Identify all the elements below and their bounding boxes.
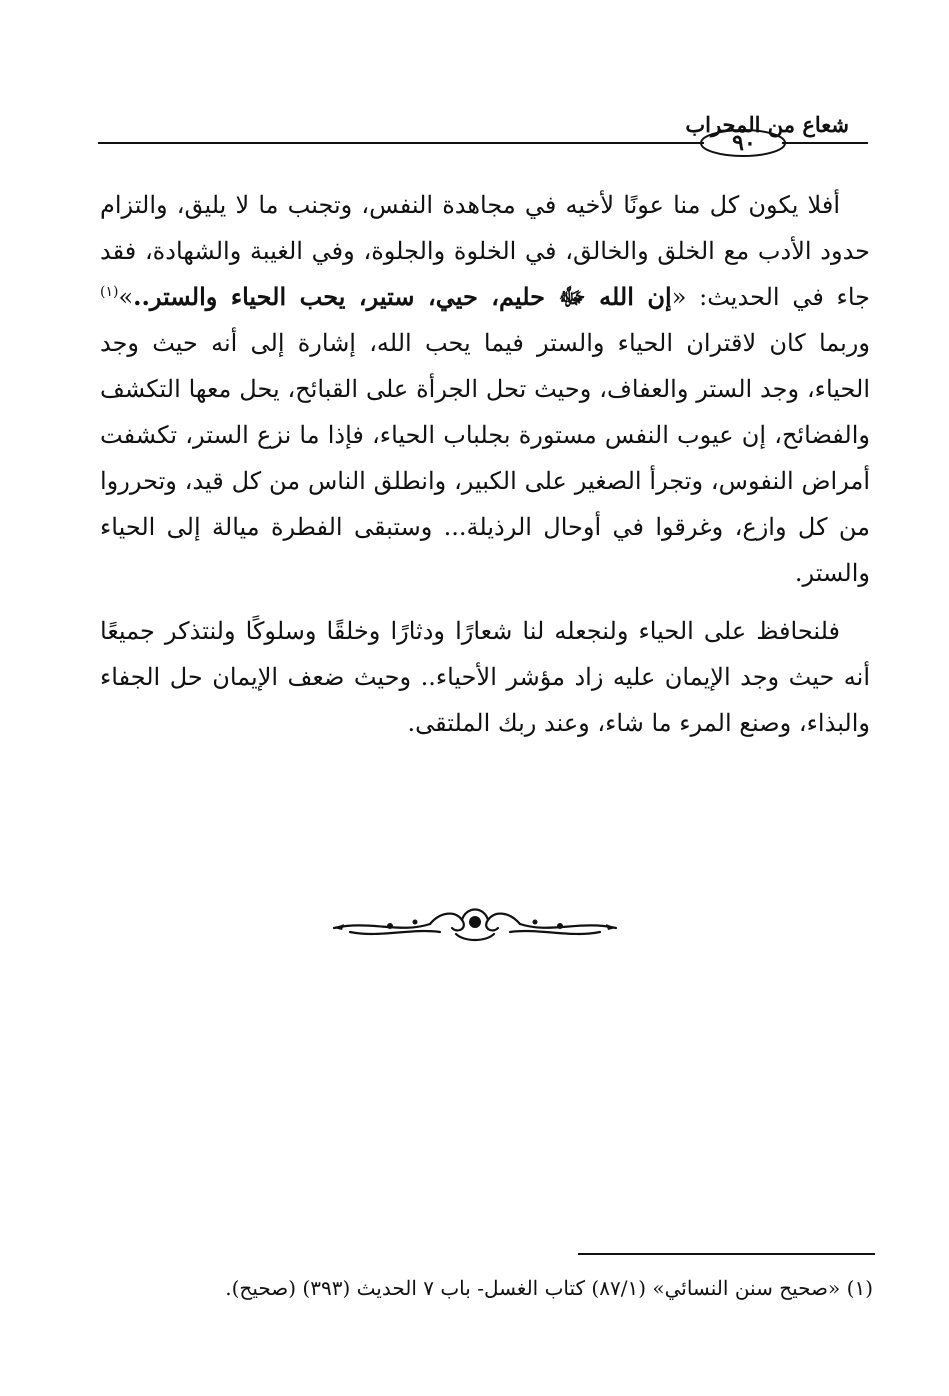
running-title: شعاع من المحراب [685, 112, 849, 137]
footnote-reference[interactable]: (١) [100, 284, 119, 300]
paragraph-1 [100, 182, 870, 596]
footnote: (١) «صحيح سنن النسائي» (٨٧/١) كتاب الغسل- باب ٧ الحديث (٣٩٣) (صحيح). [225, 1276, 873, 1300]
body-text [100, 182, 870, 746]
page-number: ٩٠ [732, 130, 756, 156]
paragraph-1-quote-close: » [118, 283, 134, 311]
floral-divider-icon [330, 898, 620, 946]
paragraph-1-text-b: وربما كان لاقتران الحياء والستر فيما يحب الله، إشارة إلى أنه حيث وجد الحياء، وجد الستر والعفاف، وحيث تحل الجرأة على القبائح، يحل معها التكشف والفضائح، إن عيوب النفس مستورة بجلباب الحياء، فإذا ما نزع الستر، تكشفت أمراض النفوس، وتجرأ الصغير على الكبير، وانطلق الناس من كل قيد، وتحرروا من كل وازع، وغرقوا في أوحال الرذيلة... وستبقى الفطرة ميالة إلى الحياء والستر. [100, 329, 870, 587]
paragraph-1-text-a: أفلا يكون كل منا عونًا لأخيه في مجاهدة النفس، وتجنب ما لا يليق، والتزام حدود الأدب مع الخلق والخالق، في الخلوة والجلوة، وفي الغيبة والشهادة، فقد جاء في الحديث: « [100, 191, 871, 311]
hadith-quote: إن الله ﷻ حليم، حيي، ستير، يحب الحياء والستر.. [133, 282, 672, 311]
paragraph-2: فلنحافظ على الحياء ولنجعله لنا شعارًا ودثارًا وخلقًا وسلوكًا ولنتذكر جميعًا أنه حيث وجد الإيمان عليه زاد مؤشر الأحياء.. وحيث ضعف الإيمان حل الجفاء والبذاء، وصنع المرء ما شاء، وعند ربك الملتقى. [100, 617, 870, 737]
footnote-rule [578, 1253, 875, 1255]
